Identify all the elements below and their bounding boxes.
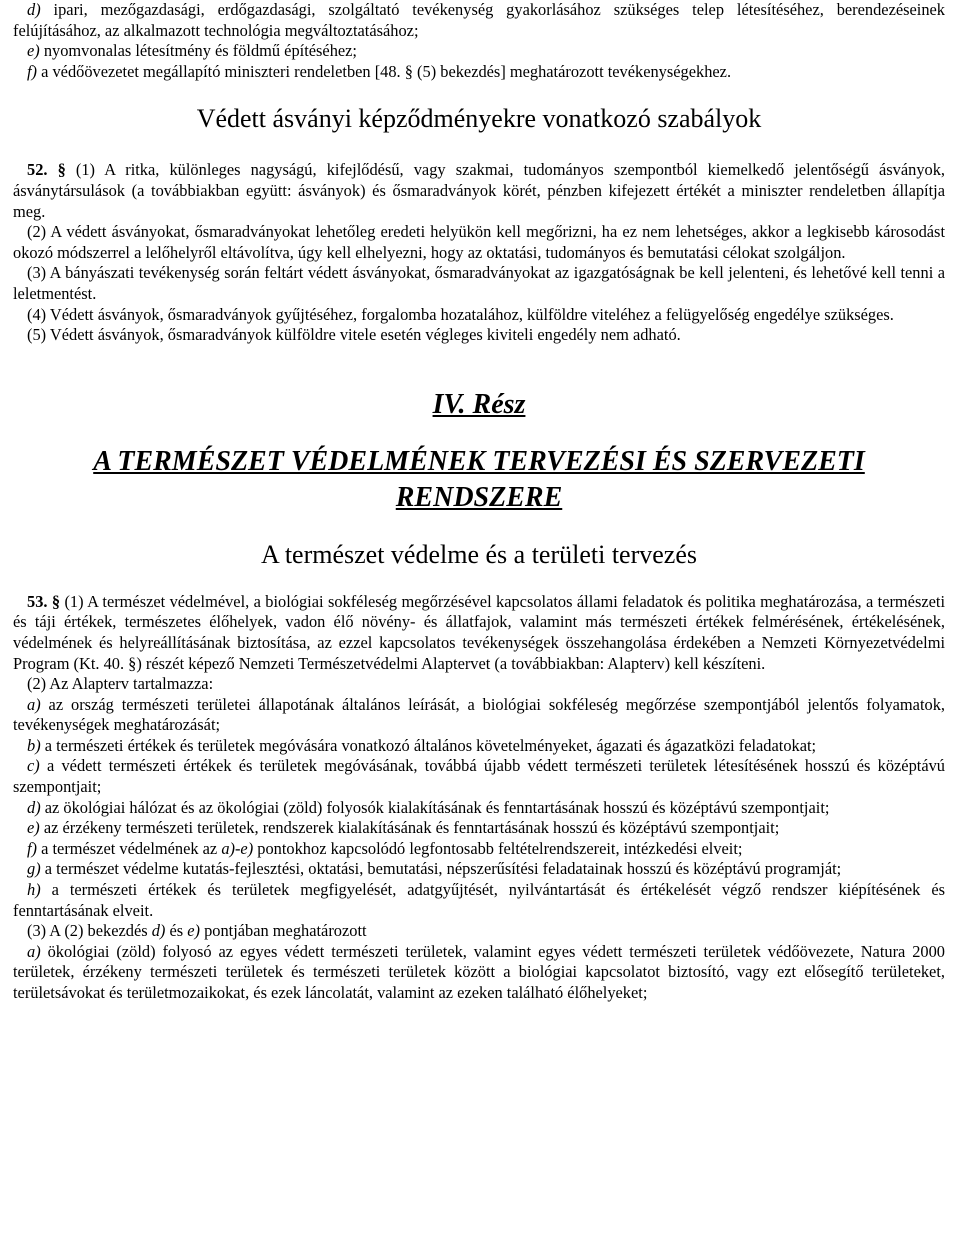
- section-number: 52. §: [27, 160, 66, 180]
- item-reference: d): [151, 921, 166, 941]
- list-item-h: [13, 880, 945, 921]
- paragraph-52-1: [13, 160, 945, 222]
- list-item-f: [13, 62, 945, 83]
- item-label: d): [27, 0, 41, 19]
- item-text: nyomvonalas létesítmény és földmű építéséhez;: [39, 41, 357, 61]
- paragraph-text: pontjában meghatározott: [199, 921, 367, 941]
- list-item-d: [13, 798, 945, 819]
- paragraph-52-4: (4) Védett ásványok, ősmaradványok gyűjtéséhez, forgalomba hozatalához, külföldre viteléhez a felügyelőség engedélye szükséges.: [27, 304, 894, 324]
- item-label: f): [27, 61, 38, 81]
- item-text: pontokhoz kapcsolódó legfontosabb feltételrendszereit, intézkedési elveit;: [253, 838, 743, 858]
- list-item-d: [13, 0, 945, 41]
- list-item-f: [13, 839, 945, 860]
- item-reference: e): [187, 921, 200, 941]
- paragraph-text: (1) A természet védelmével, a biológiai sokféleség megőrzésével kapcsolatos állami feladatok és politika meghatározása, a természeti és táji értékek, természetes élőhelyek, vadon élő növény- és állatfajok, valamint más természeti értékek felmérésének, értékelésének, védelmének és helyreállításának biztosítása, az ezzel kapcsolatos tevékenységek összehangolása érdekében a Nemzeti Környezetvédelmi Program (Kt. 40. §) részét képező Nemzeti Természetvédelmi Alaptervet (a továbbiakban: Alapterv) kell készíteni.: [13, 591, 945, 673]
- list-item-c: [13, 756, 945, 797]
- item-label: e): [27, 818, 40, 838]
- part-title: IV. Rész: [432, 388, 526, 420]
- paragraph-52-2: (2) A védett ásványokat, ősmaradványokat lehetőleg eredeti helyükön kell megőrizni, ha ez nem lehetséges, akkor a legkisebb károsodást okozó módszerrel a lelőhelyről eltávolítva, úgy kell elhelyezni, hogy az oktatási, tudományos és bemutatási célokat szolgáljon.: [13, 222, 945, 262]
- item-text: a természeti értékek és területek megfigyelését, adatgyűjtését, nyilvántartását és értékelését végző rendszer kiépítésének és fenntartásának elveit.: [13, 880, 945, 920]
- item-text: ipari, mezőgazdasági, erdőgazdasági, szolgáltató tevékenység gyakorlásához szükséges telep létesítéséhez, berendezéseinek felújításához, az alkalmazott technológia megváltoztatásához;: [13, 0, 945, 40]
- item-label: h): [27, 880, 41, 900]
- item-reference: a)-e): [221, 838, 254, 858]
- paragraph-text: (3) A (2) bekezdés: [27, 921, 152, 941]
- paragraph-text: és: [165, 921, 188, 941]
- list-item-e: [13, 818, 945, 839]
- paragraph-53-2: (2) Az Alapterv tartalmazza:: [27, 674, 214, 694]
- part-subtitle: [13, 444, 945, 516]
- section-number: 53. §: [27, 591, 61, 611]
- item-text: a természet védelmének az: [37, 838, 222, 858]
- item-text: a védett természeti értékek és területek megóvásának, továbbá újabb védett természeti területek létesítésének hosszú és középtávú szempontjait;: [13, 756, 945, 797]
- item-label: e): [27, 41, 40, 61]
- part-subtitle-line1: A TERMÉSZET VÉDELMÉNEK TERVEZÉSI ÉS SZERVEZETI: [93, 445, 865, 477]
- section-heading-minerals: Védett ásványi képződményekre vonatkozó szabályok: [196, 104, 762, 134]
- paragraph-52-3: (3) A bányászati tevékenység során feltárt védett ásványokat, ősmaradványokat az igazgatóságnak be kell jelenteni, és lehetővé kell tenni a leletmentést.: [13, 263, 945, 303]
- item-label: a): [27, 941, 41, 961]
- list-item-e: [13, 41, 945, 62]
- list-item-a-corridor: [13, 942, 945, 1004]
- item-text: ökológiai (zöld) folyosó az egyes védett természeti területek, valamint egyes védett természeti területek védőövezete, Natura 2000 területek, érzékeny természeti területek és természeti területek között a biológiai kapcsolatot biztosító, vagy ezt elősegítő területeket, területsávokat és területmozaikokat, és ezek láncolatát, valamint az ezeken található élőhelyeket;: [13, 941, 945, 1002]
- item-label: f): [27, 838, 38, 858]
- item-label: c): [27, 756, 40, 776]
- list-item-g: [13, 859, 945, 880]
- item-text: az érzékeny természeti területek, rendszerek kialakításának és fenntartásának hosszú és középtávú szempontjait;: [39, 818, 780, 838]
- part-subtitle-line2: RENDSZERE: [395, 481, 563, 513]
- paragraph-53-1: [13, 592, 945, 674]
- list-item-b: [13, 736, 945, 757]
- item-text: az ökológiai hálózat és az ökológiai (zöld) folyosók kialakításának és fenntartásának hosszú és középtávú szempontjait;: [40, 797, 830, 817]
- item-label: a): [27, 694, 41, 714]
- paragraph-text: (1) A ritka, különleges nagyságú, kifejlődésű, vagy szakmai, tudományos szempontból kiemelkedő jelentőségű ásványok, ásványtársulások (a továbbiakban együtt: ásványok) és ősmaradványok körét, pénzben kifejezett értékét a miniszter rendeletben állapítja meg.: [13, 160, 946, 221]
- item-text: az ország természeti területei állapotának általános leírását, a biológiai sokféleség megőrzése szempontjából jelentős folyamatok, tevékenységek meghatározását;: [13, 694, 945, 735]
- item-text: a természeti értékek és területek megóvására vonatkozó általános követelményeket, ágazati és ágazatközi feladatokat;: [40, 735, 817, 755]
- item-text: a védőövezetet megállapító miniszteri rendeletben [48. § (5) bekezdés] meghatározott tevékenységekhez.: [37, 61, 732, 81]
- section-heading-planning: A természet védelme és a területi tervezés: [260, 539, 697, 569]
- item-label: g): [27, 859, 41, 879]
- paragraph-52-5: (5) Védett ásványok, ősmaradványok külföldre vitele esetén végleges kiviteli engedély nem adható.: [27, 325, 681, 345]
- item-text: a természet védelme kutatás-fejlesztési, oktatási, bemutatási, népszerűsítési feladatainak hosszú és középtávú programját;: [40, 859, 842, 879]
- paragraph-53-3: [13, 921, 945, 942]
- item-label: d): [27, 797, 41, 817]
- item-label: b): [27, 735, 41, 755]
- list-item-a: [13, 695, 945, 736]
